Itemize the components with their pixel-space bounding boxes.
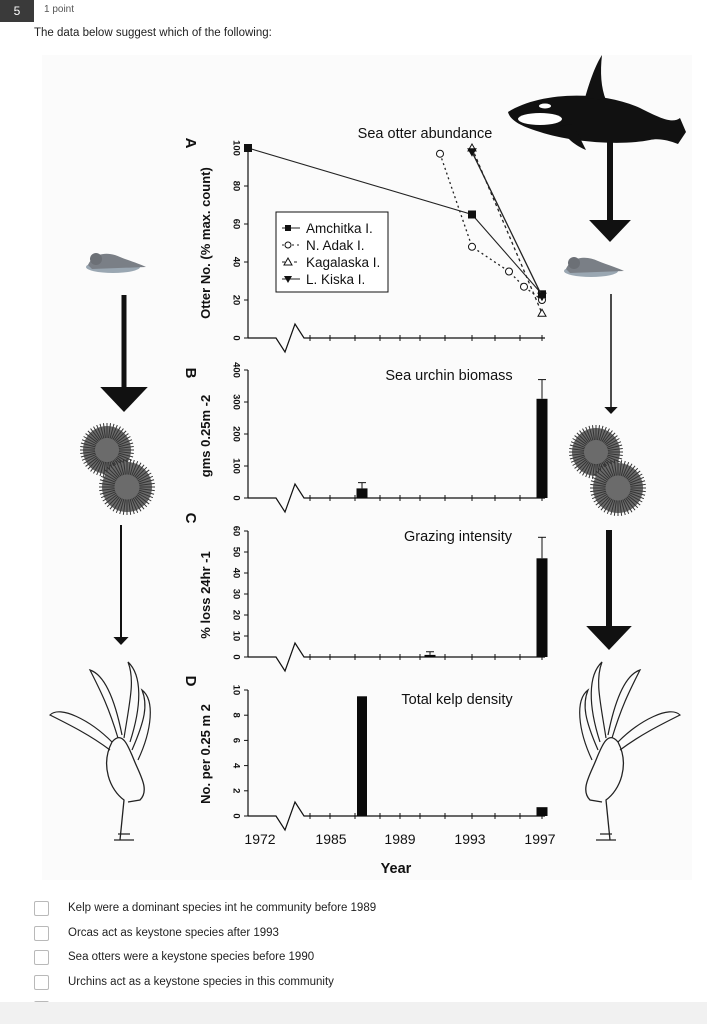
data-point-0-0	[245, 145, 252, 152]
y-tick-label-D-1: 8	[230, 712, 242, 718]
y-tick-label-A-1: 80	[230, 180, 242, 192]
y-tick-label-B-0: 400	[230, 362, 242, 378]
data-point-1-2	[506, 268, 513, 275]
option-2-label: Orcas act as keystone species after 1993	[68, 927, 279, 939]
y-tick-label-B-3: 100	[230, 458, 242, 474]
y-tick-label-A-4: 20	[230, 294, 242, 306]
x-tick-label-0: 1972	[244, 831, 276, 847]
option-3[interactable]	[34, 947, 314, 967]
option-3-label: Sea otters were a keystone species before 1990	[68, 951, 315, 963]
bar-D-1997	[537, 807, 548, 816]
data-point-0-1	[469, 211, 476, 218]
option-1-label: Kelp were a dominant species int he community before 1989	[68, 902, 377, 914]
arrow-otter-to-urchin-left-shaft	[122, 295, 127, 387]
panel-letter-B: B	[182, 367, 199, 379]
y-tick-label-B-2: 200	[230, 426, 242, 442]
y-tick-label-C-4: 20	[230, 609, 242, 621]
y-tick-label-D-2: 6	[230, 737, 242, 744]
y-axis-label-B: gms 0.25m -2	[198, 394, 213, 478]
option-4-checkbox[interactable]	[34, 975, 49, 990]
panel-letter-A: A	[182, 137, 199, 149]
question-prompt: The data below suggest which of the following:	[34, 27, 272, 39]
panel-letter-C: C	[182, 512, 199, 524]
trophic-cascade-figure	[0, 48, 707, 888]
points-label: 1 point	[44, 4, 75, 15]
option-4-label: Urchins act as a keystone species in this community	[68, 976, 334, 988]
y-tick-label-C-2: 40	[230, 567, 242, 579]
y-tick-label-A-0: 100	[230, 140, 242, 156]
y-tick-label-D-3: 4	[230, 762, 242, 769]
y-tick-label-C-0: 60	[230, 525, 242, 537]
sea-otter-left-head	[90, 253, 102, 265]
arrow-urchin-to-kelp-left-shaft	[120, 525, 122, 637]
data-point-1-1	[469, 243, 476, 250]
orca-belly-patch	[518, 113, 562, 125]
legend-marker-0	[285, 225, 291, 231]
y-tick-label-D-5: 0	[230, 813, 242, 819]
bar-C-1991	[425, 655, 436, 657]
x-tick-label-1: 1985	[315, 831, 347, 847]
option-1[interactable]	[34, 898, 376, 918]
bar-B-1997	[537, 399, 548, 498]
y-tick-label-A-2: 60	[230, 218, 242, 230]
x-tick-label-2: 1989	[384, 831, 416, 847]
y-tick-label-D-4: 2	[230, 788, 242, 794]
y-tick-label-C-6: 0	[230, 654, 242, 660]
question-number: 5	[0, 0, 34, 22]
urchin-left-bottom	[99, 459, 155, 515]
legend-label-2: Kagalaska I.	[306, 255, 381, 270]
y-tick-label-C-3: 30	[230, 588, 242, 600]
x-axis-label: Year	[380, 861, 412, 877]
option-2-checkbox[interactable]	[34, 926, 49, 941]
y-tick-label-B-1: 300	[230, 394, 242, 410]
option-1-checkbox[interactable]	[34, 901, 49, 916]
urchin-right-bottom	[590, 460, 646, 516]
legend	[276, 212, 388, 292]
data-point-1-0	[437, 150, 444, 157]
bottom-bar	[0, 1002, 707, 1024]
orca-eye-patch	[539, 104, 551, 109]
y-axis-label-C: % loss 24hr -1	[198, 551, 213, 639]
y-tick-label-A-5: 0	[230, 335, 242, 341]
data-point-1-3	[521, 283, 528, 290]
y-tick-label-B-4: 0	[230, 495, 242, 501]
arrow-orca-to-otter-shaft	[607, 142, 613, 220]
y-tick-label-C-1: 50	[230, 546, 242, 558]
legend-label-0: Amchitka I.	[306, 221, 373, 236]
panel-letter-D: D	[182, 675, 199, 687]
bar-C-1997	[537, 558, 548, 657]
legend-label-3: L. Kiska I.	[306, 272, 366, 287]
y-axis-label-D: No. per 0.25 m 2	[198, 704, 213, 804]
option-4[interactable]	[34, 972, 334, 992]
chart-title-A: Sea otter abundance	[357, 126, 493, 142]
y-tick-label-A-3: 40	[230, 256, 242, 268]
y-tick-label-D-0: 10	[230, 684, 242, 696]
bar-B-1987	[357, 488, 368, 498]
chart-title-C: Grazing intensity	[404, 529, 512, 545]
chart-title-D: Total kelp density	[401, 692, 513, 708]
chart-title-B: Sea urchin biomass	[385, 368, 513, 384]
x-tick-label-3: 1993	[454, 831, 486, 847]
arrow-otter-to-urchin-right-shaft	[610, 294, 612, 407]
legend-marker-1	[285, 242, 291, 248]
y-tick-label-C-5: 10	[230, 630, 242, 642]
y-axis-label-A: Otter No. (% max. count)	[198, 167, 213, 319]
sea-otter-right-head	[568, 257, 580, 269]
x-tick-label-4: 1997	[524, 831, 556, 847]
bar-D-1987	[357, 696, 367, 816]
option-2[interactable]	[34, 923, 279, 943]
option-3-checkbox[interactable]	[34, 950, 49, 965]
legend-label-1: N. Adak I.	[306, 238, 365, 253]
arrow-urchin-to-kelp-right-shaft	[606, 530, 612, 626]
